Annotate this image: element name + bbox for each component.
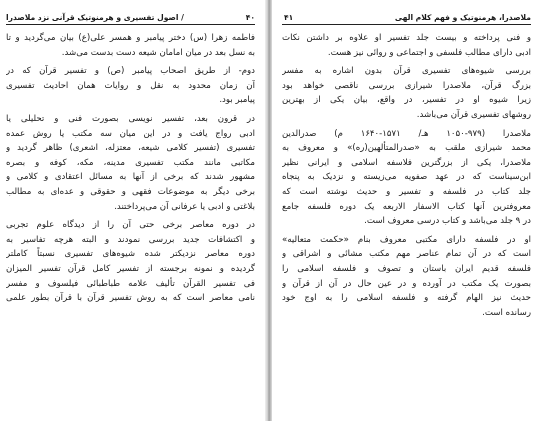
text-line: تفسیری (تفسیر کلامی شیعه، معتزله، اشعری) ظاهر گردید و <box>6 143 255 154</box>
text-line: ادبی دارای مطالب فلسفی و اجتماعی و روائی نیز هست. <box>327 47 531 58</box>
text-line: رسانده است. <box>482 307 531 318</box>
page-number: ۴۱ <box>284 13 294 22</box>
text-line: فی تفسیر القرآن تألیف علامه طباطبائی فیلسوف و مفسر <box>6 278 255 289</box>
right-page <box>272 0 537 421</box>
page-header <box>282 0 531 25</box>
text-line: مشهور شدند که برخی از آنها به مسائل اعتقادی و کلامی و <box>6 172 255 183</box>
book-gutter <box>265 0 272 421</box>
paragraph <box>6 218 255 306</box>
running-title: ملاصدرا، هرمنوتیک و فهم کلام الهی <box>394 13 531 22</box>
text-line: معروفترین آنها کتاب الاسفار الاربعه یک دوره فلسفه جامع <box>282 201 531 212</box>
text-line: جلد کتاب در فلسفه و تفسیر و حدیث نوشته است که <box>282 186 531 197</box>
text-line: بصورت یک مکتب در آورده و در عین حال در آن از قرآن و <box>282 278 531 289</box>
paragraph <box>282 127 531 229</box>
text-line: ادبی رواج یافت و در این میان سه مکتب یا روش عمده <box>6 128 255 139</box>
left-page <box>0 0 265 421</box>
text-line: نامی معاصر است که به روش تفسیر قرآن با قرآن بطور علمی <box>6 293 255 304</box>
text-line: پیامبر بود. <box>219 95 255 106</box>
text-line: در ۹ جلد می‌باشد و کتاب درسی معروف است. <box>364 216 531 227</box>
text-line: مکاتبی مانند مکتب تفسیری مدینه، مکه، کوفه و بصره <box>6 157 255 168</box>
text-line: دوم- از طریق اصحاب پیامبر (ص) و تفسیر قرآن که در <box>6 66 255 77</box>
text-line: بررسی شیوه‌های تفسیری قرآن بدون اشاره به مفسر <box>282 66 531 77</box>
text-line: فاطمه زهرا (س) دختر پیامبر و همسر علی(ع) بیان می‌گردید و تا <box>6 33 255 43</box>
paragraph <box>6 31 255 60</box>
text-line: ملاصدرا (۹۷۹-۱۰۵۰ هـ/ ۱۵۷۱-۱۶۴۰ م) صدرالدین <box>282 128 531 139</box>
paragraph <box>6 112 255 214</box>
running-title: / اصول تفسیری و هرمنوتیک قرآنی نزد ملاصدرا <box>6 13 184 22</box>
text-line: و اکتشافات جدید بررسی نمودند و البته هرچه تفاسیر به <box>6 234 255 245</box>
text-line: ابن‌سیناست که در عهد صفویه می‌زیسته و نزدیک به پنجاه <box>282 172 531 183</box>
text-line: در دوره معاصر برخی حتی آن را از دیدگاه علوم تجربی <box>6 220 255 231</box>
text-line: بزرگ قرآن، ملاصدرا شیرازی بررسی ناقصی خواهد بود <box>282 80 531 91</box>
text-line: برخی دیگر به موضوعات فقهی و حقوقی و عده‌ای به مطالب <box>6 186 255 197</box>
text-line: در قرون بعد، تفسیر نویسی بصورت فنی و تحلیلی یا <box>6 113 255 124</box>
text-line: حدیث نیز الهام گرفته و فلسفه اسلامی را به اوج خود <box>282 293 531 304</box>
text-line: ملاصدرا، یکی از بزرگترین فلاسفه اسلامی و ایرانی نظیر <box>282 157 531 168</box>
text-line: زیرا شیوه او در تفسیر، در واقع، بیان یکی از بهترین <box>282 95 531 106</box>
text-line: است که در آن تمام عناصر مهم مکتب مشائی و اشراقی و <box>282 249 531 260</box>
text-line: به نسل بعد در میان امامان شیعه دست بدست می‌شد. <box>61 47 255 58</box>
paragraph <box>282 233 531 321</box>
text-line: محمد شیرازی ملقب به «صدرالمتألهین(ره)» و معروف به <box>282 143 531 154</box>
paragraph <box>282 64 531 122</box>
text-line: گردیده و نمونه برجسته از تفسیر کامل قرآن تفسیر المیزان <box>6 263 255 274</box>
text-line: بلاغتی و ادبی یا عرفانی آن می‌پرداختند. <box>114 201 255 212</box>
text-line: فلسفه قدیم ایران باستان و تصوف و فلسفه اسلامی را <box>282 263 531 274</box>
page-body <box>6 31 255 306</box>
text-line: آن زمان محدود به نقل و روایات همان احادیث تفسیری <box>6 80 255 91</box>
text-line: و فنی پرداخته و بیست جلد تفسیر او علاوه بر داشتن نکات <box>282 33 531 43</box>
page-body <box>282 31 531 320</box>
page-number: ۴۰ <box>245 13 255 22</box>
text-line: روشهای تفسیری قرآن می‌باشد. <box>416 109 531 120</box>
paragraph <box>282 31 531 60</box>
text-line: دوره معاصر نزدیکتر شده شیوه‌های تفسیری نسبتاً کاملتر <box>6 249 255 260</box>
text-line: او در فلسفه دارای مکتبی معروف بنام «حکمت متعالیه» <box>282 234 531 245</box>
paragraph <box>6 64 255 108</box>
page-header <box>6 0 255 25</box>
